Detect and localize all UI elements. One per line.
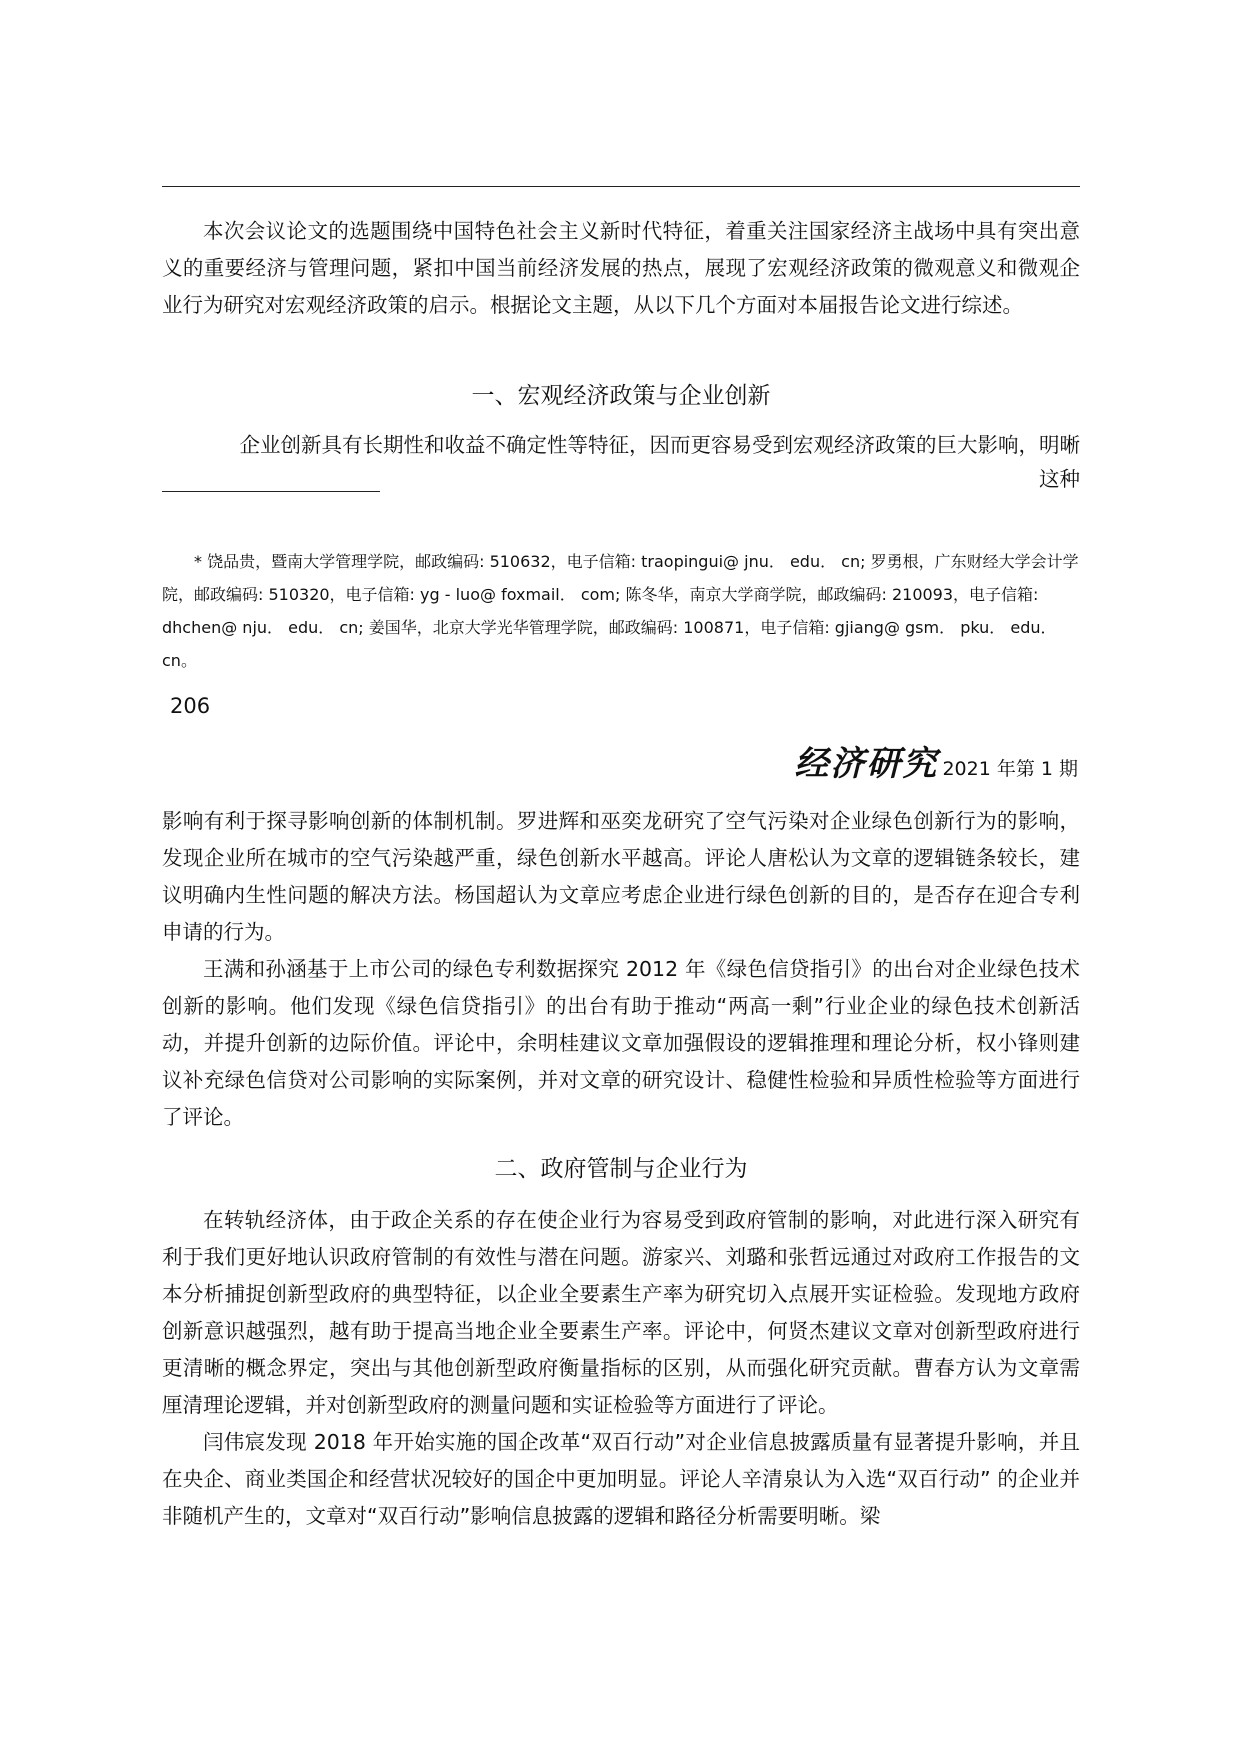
paragraph-1: 影响有利于探寻影响创新的体制机制。罗进辉和巫奕龙研究了空气污染对企业绿色创新行为的影响，发现企业所在城市的空气污染越严重，绿色创新水平越高。评论人唐松认为文章的逻辑链条较长，建议明确内生性问题的解决方法。杨国超认为文章应考虑企业进行绿色创新的目的，是否存在迎合专利申请的行为。 [162,809,1080,944]
journal-logo: 经济研究 [794,744,939,784]
journal-header [794,740,1078,784]
section-1-heading: 一、宏观经济政策与企业创新 [471,383,771,409]
issue-label: 2021 年第 1 期 [942,758,1078,780]
header-rule [162,186,1080,187]
section-1-carry-over: 这种 [1039,467,1080,491]
section-1-first-line: 企业创新具有长期性和收益不确定性等特征，因而更容易受到宏观经济政策的巨大影响，明晰 [239,433,1080,457]
intro-paragraph: 本次会议论文的选题围绕中国特色社会主义新时代特征，着重关注国家经济主战场中具有突出意义的重要经济与管理问题，紧扣中国当前经济发展的热点，展现了宏观经济政策的微观意义和微观企业行为研究对宏观经济政策的启示。根据论文主题，从以下几个方面对本届报告论文进行综述。 [162,219,1080,317]
author-footnote: * 饶品贵，暨南大学管理学院，邮政编码: 510632，电子信箱: traopingui@ jnu． edu． cn; 罗勇根，广东财经大学会计学院，邮政编码: 510320，电子信箱: yg - luo@ foxmail． com; 陈冬华，南京大学商学院，邮政编码: 210093，电子信箱: dhchen@ nju． edu． cn; 姜国华，北京大学光华管理学院，邮政编码: 100871，电子信箱: gjiang@ gsm． pku． edu． cn。 [162,552,1079,670]
footnote-rule [162,491,380,492]
page-number: 206 [170,694,211,718]
paragraph-2: 王满和孙涵基于上市公司的绿色专利数据探究 2012 年《绿色信贷指引》的出台对企业绿色技术创新的影响。他们发现《绿色信贷指引》的出台有助于推动“两高一剩”行业企业的绿色技术创新活动，并提升创新的边际价值。评论中，余明桂建议文章加强假设的逻辑推理和理论分析，权小锋则建议补充绿色信贷对公司影响的实际案例，并对文章的研究设计、稳健性检验和异质性检验等方面进行了评论。 [162,957,1080,1129]
section-2-heading: 二、政府管制与企业行为 [494,1156,748,1182]
paragraph-3: 在转轨经济体，由于政企关系的存在使企业行为容易受到政府管制的影响，对此进行深入研究有利于我们更好地认识政府管制的有效性与潜在问题。游家兴、刘璐和张哲远通过对政府工作报告的文本分析捕捉创新型政府的典型特征，以企业全要素生产率为研究切入点展开实证检验。发现地方政府创新意识越强烈，越有助于提高当地企业全要素生产率。评论中，何贤杰建议文章对创新型政府进行更清晰的概念界定，突出与其他创新型政府衡量指标的区别，从而强化研究贡献。曹春方认为文章需厘清理论逻辑，并对创新型政府的测量问题和实证检验等方面进行了评论。 [162,1208,1080,1417]
paragraph-4: 闫伟宸发现 2018 年开始实施的国企改革“双百行动”对企业信息披露质量有显著提升影响，并且在央企、商业类国企和经营状况较好的国企中更加明显。评论人辛清泉认为入选“双百行动” 的企业并非随机产生的，文章对“双百行动”影响信息披露的逻辑和路径分析需要明晰。梁 [162,1430,1080,1528]
